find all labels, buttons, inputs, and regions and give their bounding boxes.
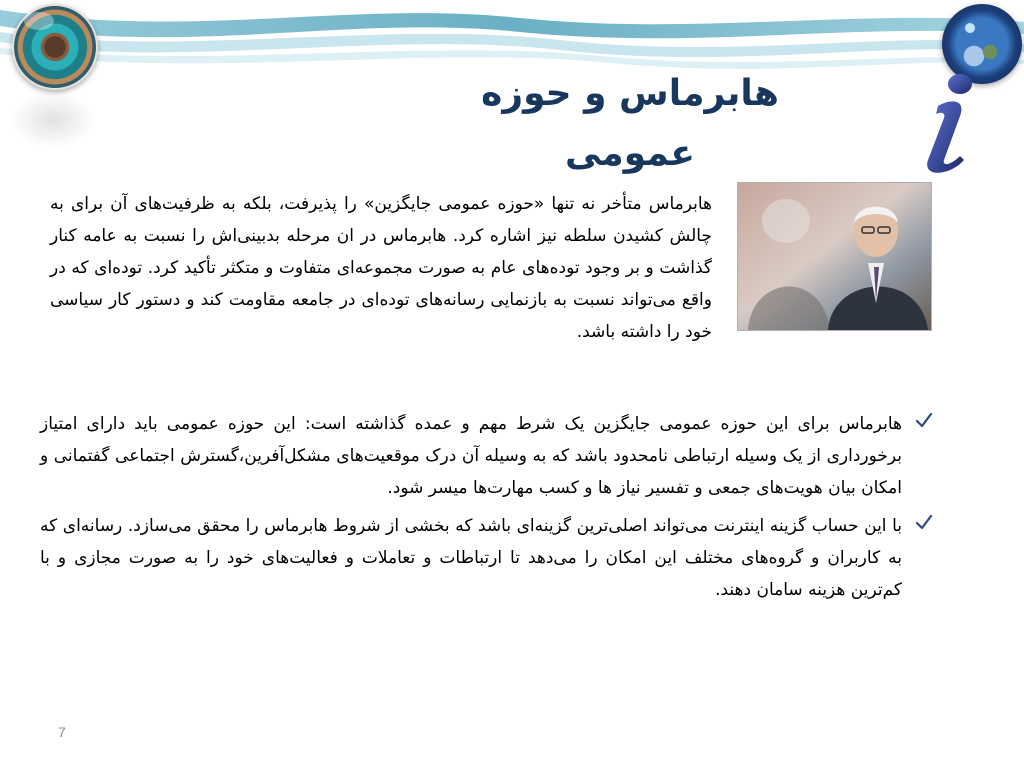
bullet-text: هابرماس برای این حوزه عمومی جایگزین یک شرط مهم و عمده گذاشته است: این حوزه عمومی باید دارای امتیاز برخورداری از یک وسیله ارتباطی نامحدود باشد که به وسیله آن درک موقعیت‌های مشکل‌آفرین،گسترش اجتماعی گفتمانی و امکان بیان هویت‌های جمعی و تفسیر نیاز ها و کسب مهارت‌ها میسر شود. xyxy=(40,414,902,498)
bullet-item xyxy=(40,408,940,504)
checkmark-icon xyxy=(914,512,934,532)
bullet-item xyxy=(40,510,940,606)
slide-title: هابرماس و حوزه عمومی xyxy=(481,73,779,174)
bullet-list xyxy=(40,408,940,612)
checkmark-icon xyxy=(914,410,934,430)
turquoise-orb-icon xyxy=(12,4,98,90)
bullet-text: با این حساب گزینه اینترنت می‌تواند اصلی‌ترین گزینه‌ای باشد که بخشی از شروط هابرماس را محقق می‌سازد. رسانه‌ای که به کاربران و گروه‌های مختلف این امکان را می‌دهد تا ارتباطات و تعاملات و فعالیت‌های خود را به صورت مجازی و با کم‌ترین هزینه سامان دهند. xyxy=(40,516,902,600)
slide-number: 7 xyxy=(58,724,66,740)
intro-paragraph: هابرماس متأخر نه تنها «حوزه عمومی جایگزین» را پذیرفت، بلکه به ظرفیت‌های آن برای به چالش کشیدن سلطه نیز اشاره کرد. هابرماس در ان مرحله بدبینی‌اش را نسبت به عامه کنار گذاشت و بر وجود توده‌های عام به صورت مجموعه‌ای متفاوت و متکثر تأکید کرد. توده‌ای که در واقع می‌تواند نسبت به بازنمایی رسانه‌های توده‌ای در جامعه مقاومت کند و دستور کار سیاسی خود را داشته باشد. xyxy=(50,194,712,342)
i-logo-icon xyxy=(900,68,990,178)
portrait-image xyxy=(737,182,932,331)
orb-shadow xyxy=(10,92,96,148)
